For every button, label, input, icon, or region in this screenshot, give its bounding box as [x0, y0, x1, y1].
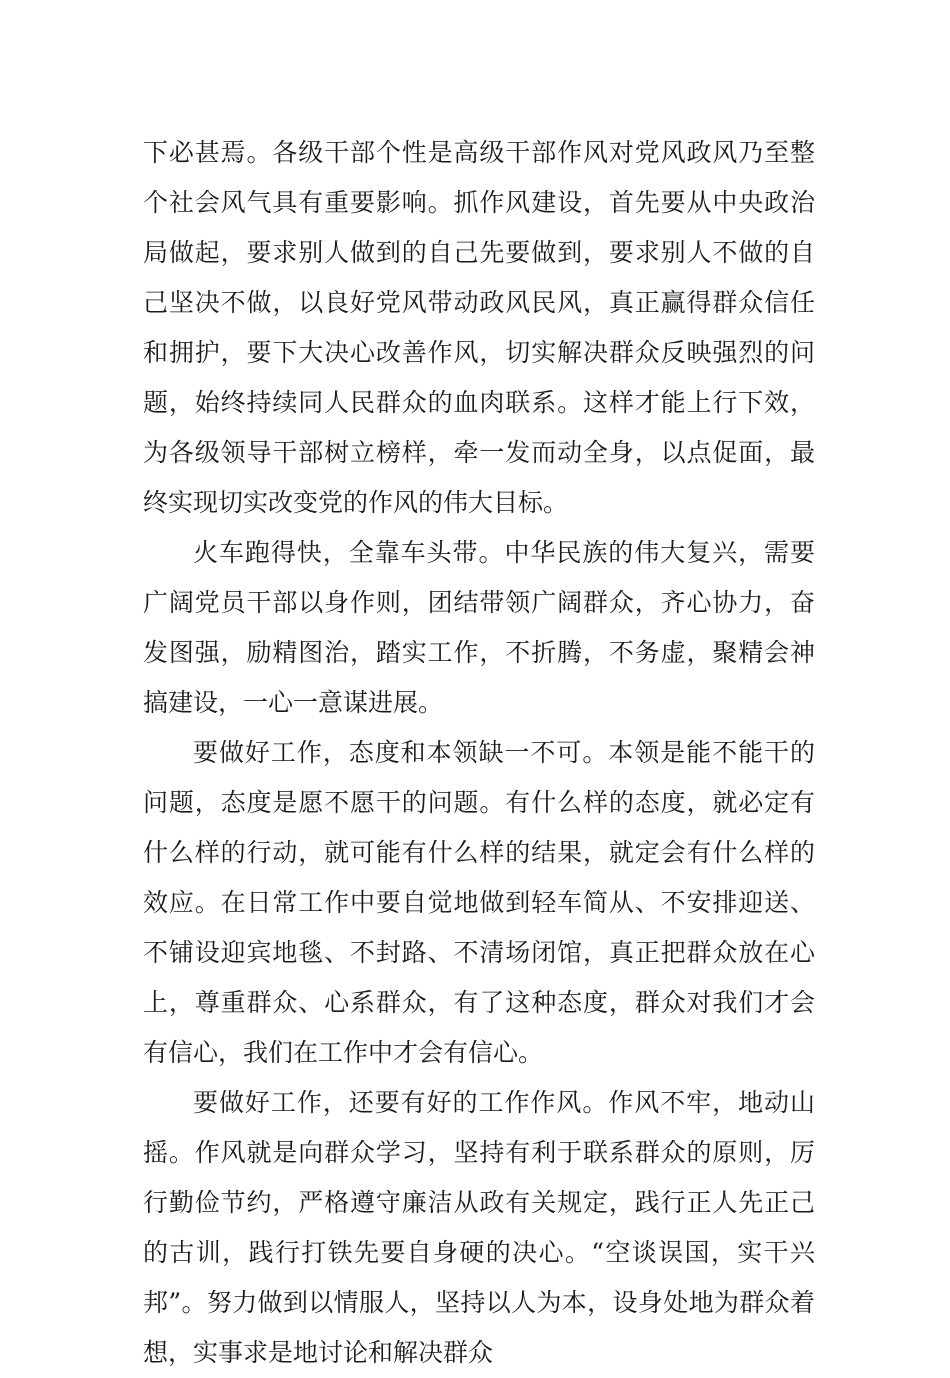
paragraph-3: 要做好工作，态度和本领缺一不可。本领是能不能干的问题，态度是愿不愿干的问题。有什么样的态度，就必定有什么样的行动，就可能有什么样的结果，就定会有什么样的效应。在日常工作中要自觉地做到轻车简从、不安排迎送、不铺设迎宾地毯、不封路、不清场闭馆，真正把群众放在心上，尊重群众、心系群众，有了这种态度，群众对我们才会有信心，我们在工作中才会有信心。: [143, 738, 815, 1067]
paragraph-2: 火车跑得快，全靠车头带。中华民族的伟大复兴，需要广阔党员干部以身作则，团结带领广阔群众，齐心协力，奋发图强，励精图治，踏实工作，不折腾，不务虚，聚精会神搞建设，一心一意谋进展。: [143, 538, 815, 717]
paragraph-1: 下必甚焉。各级干部个性是高级干部作风对党风政风乃至整个社会风气具有重要影响。抓作风建设，首先要从中央政治局做起，要求别人做到的自己先要做到，要求别人不做的自己坚决不做，以良好党风带动政风民风，真正赢得群众信任和拥护，要下大决心改善作风，切实解决群众反映强烈的问题，始终持续同人民群众的血肉联系。这样才能上行下效，为各级领导干部树立榜样，牵一发而动全身，以点促面，最终实现切实改变党的作风的伟大目标。: [143, 138, 815, 517]
paragraph-4: 要做好工作，还要有好的工作作风。作风不牢，地动山摇。作风就是向群众学习，坚持有利于联系群众的原则，厉行勤俭节约，严格遵守廉洁从政有关规定，践行正人先正己的古训，践行打铁先要自身硬的决心。“空谈误国，实干兴邦”。努力做到以情服人，坚持以人为本，设身处地为群众着想，实事求是地讨论和解决群众: [143, 1088, 815, 1367]
document-body: [143, 128, 815, 1378]
